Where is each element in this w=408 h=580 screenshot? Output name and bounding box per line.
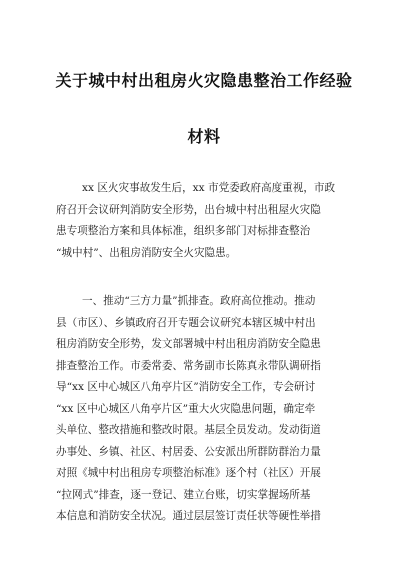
text-line: 办事处、乡镇、社区、村居委、公安派出所群防群治力量: [56, 445, 321, 458]
text-line: xx 区火灾事故发生后，xx 市党委政府高度重视，市政: [82, 182, 336, 194]
paragraph-section-one: [56, 291, 356, 528]
text-line: 排查整治工作。市委常委、常务副市长陈真永带队调研指: [56, 359, 321, 372]
text-line: 对照《城中村出租房专项整治标准》逐个村（社区）开展: [56, 467, 321, 479]
paragraph-intro: [56, 178, 356, 264]
document-title: 关于城中村出租房火灾隐患整治工作经验: [55, 71, 353, 90]
text-line: “xx 区中心城区八角亭片区”重大火灾隐患问题，确定牵: [56, 402, 316, 415]
text-line: 一、推动“三方力量”抓排查。政府高位推动。推动: [82, 295, 316, 307]
text-line: “拉网式”排查，逐一登记、建立台账，切实掌握场所基: [56, 488, 311, 501]
text-line: 患专项整治方案和具体标准，组织多部门对标排查整治: [56, 225, 311, 237]
text-line: 导“xx 区中心城区八角亭片区”消防安全工作，专会研讨: [56, 381, 316, 393]
text-line: 头单位、整改措施和整改时限。基层全员发动。发动街道: [56, 424, 321, 436]
text-line: 租房消防安全形势，发文部署城中村出租房消防安全隐患: [56, 338, 321, 350]
text-line: 府召开会议研判消防安全形势，出台城中村出租屋火灾隐: [56, 203, 321, 216]
text-line: 本信息和消防安全状况。通过层层签订责任状等硬性举措: [56, 510, 321, 522]
text-line: 县（市区）、乡镇政府召开专题会议研究本辖区城中村出: [56, 316, 316, 329]
document-body: [56, 178, 356, 528]
document-title-continued: 材料: [187, 127, 221, 146]
text-line: “城中村”、出租房消防安全火灾隐患。: [56, 246, 237, 259]
